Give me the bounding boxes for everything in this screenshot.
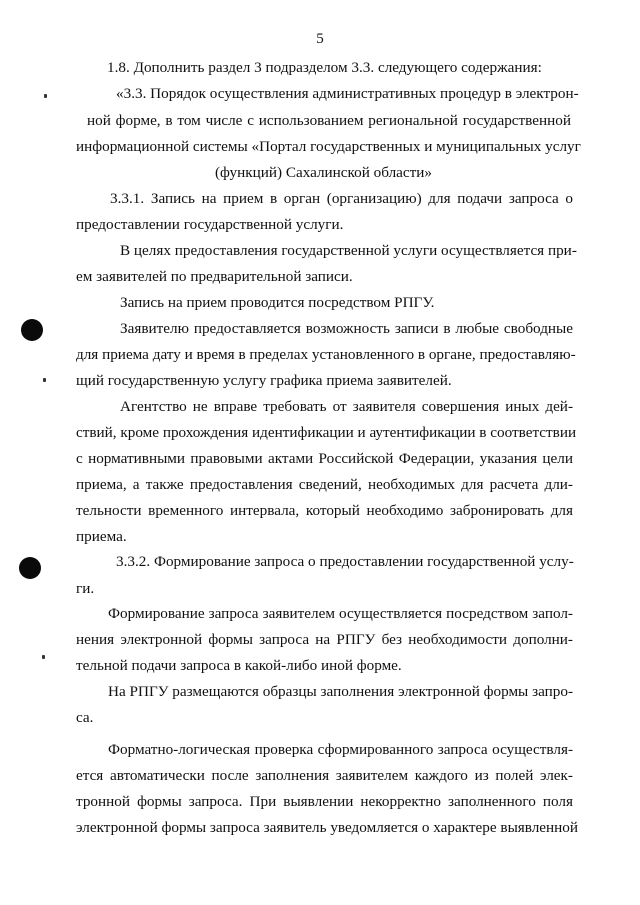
text-line: электронной формы запроса заявитель уведомляется о характере выявленной <box>76 819 579 836</box>
text-line: нения электронной формы запроса на РПГУ без необходимости дополни- <box>76 631 573 648</box>
punch-hole <box>21 319 43 341</box>
punch-hole <box>19 557 41 579</box>
text-line: Заявителю предоставляется возможность записи в любые свободные <box>120 320 573 337</box>
text-line: ги. <box>76 580 95 597</box>
text-line: 1.8. Дополнить раздел 3 подразделом 3.3. следующего содержания: <box>107 59 542 76</box>
text-line: ется автоматически после заполнения заявителем каждого из полей элек- <box>76 767 573 784</box>
text-line: приема. <box>76 528 127 545</box>
text-line: приема, а также предоставления сведений, необходимых для расчета дли- <box>76 476 573 493</box>
text-line: 3.3.1. Запись на прием в орган (организацию) для подачи запроса о <box>110 190 573 207</box>
text-line: В целях предоставления государственной услуги осуществляется при- <box>120 242 577 259</box>
text-line: (функций) Сахалинской области» <box>214 164 433 181</box>
text-line: тельной подачи запроса в какой-либо иной форме. <box>76 657 402 674</box>
text-line: тельности временного интервала, который необходимо забронировать для <box>76 502 573 519</box>
text-line: предоставлении государственной услуги. <box>76 216 344 233</box>
text-line: ствий, кроме прохождения идентификации и аутентификации в соответствии <box>76 424 577 441</box>
text-line: Агентство не вправе требовать от заявителя совершения иных дей- <box>120 398 573 415</box>
text-line: Запись на прием проводится посредством РПГУ. <box>120 294 435 311</box>
text-line: ной форме, в том числе с использованием региональной государственной <box>87 112 571 129</box>
text-line: информационной системы «Портал государственных и муниципальных услуг <box>76 138 581 155</box>
scan-speck <box>43 378 46 382</box>
text-line: с нормативными правовыми актами Российской Федерации, указания цели <box>76 450 573 467</box>
scan-speck <box>42 655 45 659</box>
text-line: «3.3. Порядок осуществления административных процедур в электрон- <box>116 85 579 102</box>
text-line: Формирование запроса заявителем осуществляется посредством запол- <box>108 605 573 622</box>
text-line: тронной формы запроса. При выявлении некорректно заполненного поля <box>76 793 573 810</box>
text-line: ем заявителей по предварительной записи. <box>76 268 353 285</box>
text-line: На РПГУ размещаются образцы заполнения электронной формы запро- <box>108 683 573 700</box>
text-line: са. <box>76 709 94 726</box>
text-line: щий государственную услугу графика приема заявителей. <box>76 372 452 389</box>
scan-speck <box>44 94 47 98</box>
text-line: 3.3.2. Формирование запроса о предоставлении государственной услу- <box>116 553 574 570</box>
page-number: 5 <box>316 31 324 47</box>
text-line: Форматно-логическая проверка сформированного запроса осуществля- <box>108 741 573 758</box>
text-line: для приема дату и время в пределах установленного в органе, предоставляю- <box>76 346 576 363</box>
